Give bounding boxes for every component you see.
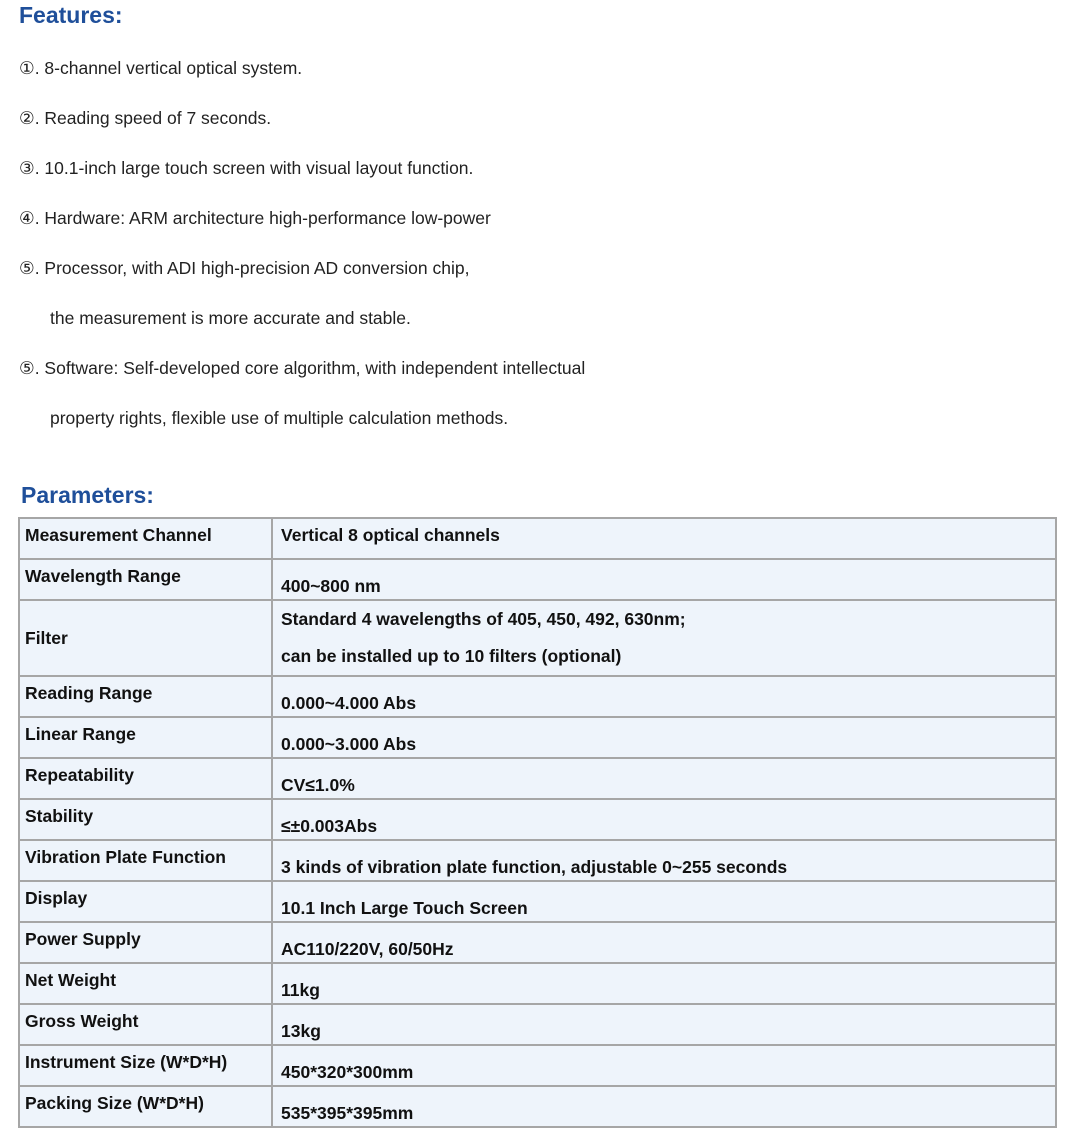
features-heading: Features: bbox=[19, 2, 123, 28]
param-value: 0.000~3.000 Abs bbox=[272, 717, 1056, 758]
param-value: 400~800 nm bbox=[272, 559, 1056, 600]
param-value: Vertical 8 optical channels bbox=[272, 518, 1056, 559]
feature-item: ③. 10.1-inch large touch screen with visual layout function. bbox=[19, 158, 474, 178]
table-row bbox=[19, 518, 1056, 559]
table-row bbox=[19, 717, 1056, 758]
table-row bbox=[19, 922, 1056, 963]
feature-item: ①. 8-channel vertical optical system. bbox=[19, 58, 303, 78]
param-name: Wavelength Range bbox=[19, 559, 272, 600]
table-row bbox=[19, 881, 1056, 922]
param-name: Measurement Channel bbox=[19, 518, 272, 559]
param-value: 450*320*300mm bbox=[272, 1045, 1056, 1086]
table-row bbox=[19, 1004, 1056, 1045]
param-value-line: Standard 4 wavelengths of 405, 450, 492, 630nm; bbox=[281, 609, 686, 629]
table-row bbox=[19, 676, 1056, 717]
param-name: Reading Range bbox=[19, 676, 272, 717]
param-name: Repeatability bbox=[19, 758, 272, 799]
table-row bbox=[19, 600, 1056, 676]
table-row bbox=[19, 1045, 1056, 1086]
feature-item-continuation: property rights, flexible use of multiple calculation methods. bbox=[50, 408, 509, 428]
param-value: 11kg bbox=[272, 963, 1056, 1004]
feature-item: ⑤. Processor, with ADI high-precision AD conversion chip, bbox=[19, 258, 470, 278]
param-value: CV≤1.0% bbox=[272, 758, 1056, 799]
table-row bbox=[19, 840, 1056, 881]
feature-item: ④. Hardware: ARM architecture high-performance low-power bbox=[19, 208, 491, 228]
table-row bbox=[19, 963, 1056, 1004]
parameters-table bbox=[18, 517, 1057, 1128]
param-name: Gross Weight bbox=[19, 1004, 272, 1045]
param-value: 535*395*395mm bbox=[272, 1086, 1056, 1127]
feature-item: ⑤. Software: Self-developed core algorithm, with independent intellectual bbox=[19, 358, 586, 378]
table-row bbox=[19, 799, 1056, 840]
param-name: Stability bbox=[19, 799, 272, 840]
param-name: Instrument Size (W*D*H) bbox=[19, 1045, 272, 1086]
param-name: Power Supply bbox=[19, 922, 272, 963]
param-name: Display bbox=[19, 881, 272, 922]
param-value: 10.1 Inch Large Touch Screen bbox=[272, 881, 1056, 922]
param-value-line: can be installed up to 10 filters (optional) bbox=[281, 646, 622, 666]
param-name: Vibration Plate Function bbox=[19, 840, 272, 881]
param-value: AC110/220V, 60/50Hz bbox=[272, 922, 1056, 963]
parameters-heading: Parameters: bbox=[21, 482, 154, 508]
param-name: Packing Size (W*D*H) bbox=[19, 1086, 272, 1127]
param-name: Filter bbox=[19, 600, 272, 676]
feature-item: ②. Reading speed of 7 seconds. bbox=[19, 108, 272, 128]
table-row bbox=[19, 559, 1056, 600]
feature-item-continuation: the measurement is more accurate and stable. bbox=[50, 308, 411, 328]
param-value: 13kg bbox=[272, 1004, 1056, 1045]
table-row bbox=[19, 758, 1056, 799]
param-value: 3 kinds of vibration plate function, adjustable 0~255 seconds bbox=[272, 840, 1056, 881]
param-value: 0.000~4.000 Abs bbox=[272, 676, 1056, 717]
table-row bbox=[19, 1086, 1056, 1127]
param-value bbox=[272, 600, 1056, 676]
param-value: ≤±0.003Abs bbox=[272, 799, 1056, 840]
param-name: Linear Range bbox=[19, 717, 272, 758]
param-name: Net Weight bbox=[19, 963, 272, 1004]
